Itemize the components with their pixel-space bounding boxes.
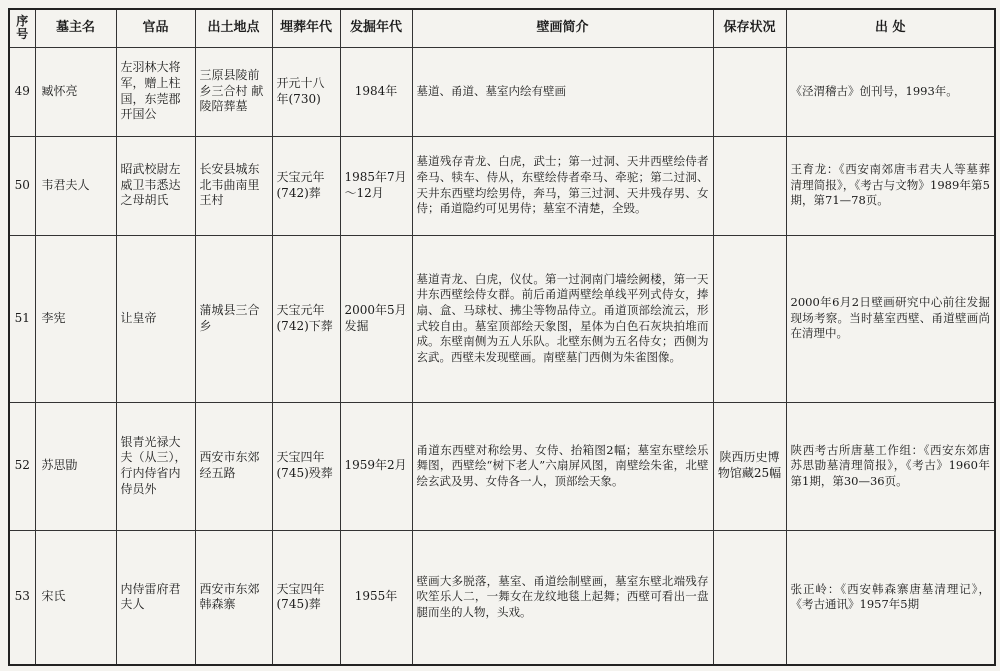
cell-preservation — [713, 530, 786, 665]
cell-rank: 昭武校尉左威卫韦悉达之母胡氏 — [116, 136, 195, 235]
cell-owner: 宋氏 — [35, 530, 116, 665]
cell-seq: 51 — [9, 235, 35, 402]
cell-preservation — [713, 235, 786, 402]
cell-preservation — [713, 136, 786, 235]
cell-seq: 50 — [9, 136, 35, 235]
cell-seq: 49 — [9, 47, 35, 136]
header-row — [9, 9, 995, 47]
cell-owner: 臧怀亮 — [35, 47, 116, 136]
header-excavation-year: 发掘年代 — [340, 9, 412, 47]
header-mural-summary: 壁画简介 — [412, 9, 713, 47]
cell-seq: 52 — [9, 402, 35, 530]
header-excavation-site: 出土地点 — [195, 9, 272, 47]
cell-burial: 天宝元年(742)下葬 — [272, 235, 340, 402]
cell-summary: 墓道残存青龙、白虎，武士；第一过洞、天井西壁绘侍者牵马、犊车、侍从，东壁绘侍者牵马、牵驼；第二过洞、天井东西壁均绘男侍，奔马，第三过洞、天井残存男、女侍；甬道隐约可见男侍；墓室不清楚，全毁。 — [412, 136, 713, 235]
table-row — [9, 530, 995, 665]
cell-excavated: 2000年5月发掘 — [340, 235, 412, 402]
table-row — [9, 47, 995, 136]
cell-rank: 银青光禄大夫（从三），行内侍省内侍员外 — [116, 402, 195, 530]
cell-burial: 开元十八年(730) — [272, 47, 340, 136]
header-burial-year: 埋葬年代 — [272, 9, 340, 47]
header-seq: 序号 — [9, 9, 35, 47]
cell-summary: 墓道、甬道、墓室内绘有壁画 — [412, 47, 713, 136]
cell-owner: 韦君夫人 — [35, 136, 116, 235]
table-row — [9, 136, 995, 235]
cell-burial: 天宝四年(745)葬 — [272, 530, 340, 665]
cell-preservation: 陕西历史博物馆藏25幅 — [713, 402, 786, 530]
cell-rank: 让皇帝 — [116, 235, 195, 402]
header-tomb-owner: 墓主名 — [35, 9, 116, 47]
cell-site: 三原县陵前乡三合村 献陵陪葬墓 — [195, 47, 272, 136]
table-row — [9, 235, 995, 402]
cell-owner: 苏思勖 — [35, 402, 116, 530]
header-official-rank: 官品 — [116, 9, 195, 47]
cell-excavated: 1959年2月 — [340, 402, 412, 530]
cell-seq: 53 — [9, 530, 35, 665]
cell-summary: 甬道东西壁对称绘男、女侍、抬箱图2幅；墓室东壁绘乐舞图，西壁绘“树下老人”六扇屏风图，南壁绘朱雀，北壁绘玄武及男、女侍各一人，顶部绘天象。 — [412, 402, 713, 530]
cell-summary: 墓道青龙、白虎，仪仗。第一过洞南门墙绘阙楼，第一天井东西壁绘侍女群。前后甬道两壁绘单线平列式侍女，捧扇、盒、马球杖、拂尘等物品侍立。甬道顶部绘流云，形式较自由。墓室顶部绘天象图，星体为白色石灰块拍堆而成。东壁南侧为五人乐队。北壁东侧为五名侍女；西侧为玄武。西壁未发现壁画。南壁墓门西侧为朱雀图像。 — [412, 235, 713, 402]
cell-source: 王育龙：《西安南郊唐韦君夫人等墓葬清理简报》，《考古与文物》1989年第5期，第71—78页。 — [786, 136, 995, 235]
header-preservation: 保存状况 — [713, 9, 786, 47]
header-source: 出 处 — [786, 9, 995, 47]
cell-excavated: 1984年 — [340, 47, 412, 136]
cell-excavated: 1985年7月～12月 — [340, 136, 412, 235]
cell-burial: 天宝元年(742)葬 — [272, 136, 340, 235]
cell-site: 蒲城县三合乡 — [195, 235, 272, 402]
cell-site: 西安市东郊韩森寨 — [195, 530, 272, 665]
cell-owner: 李宪 — [35, 235, 116, 402]
cell-source: 2000年6月2日壁画研究中心前往发掘现场考察。当时墓室西壁、甬道壁画尚在清理中。 — [786, 235, 995, 402]
cell-excavated: 1955年 — [340, 530, 412, 665]
cell-preservation — [713, 47, 786, 136]
cell-rank: 左羽林大将军，赠上柱国，东莞郡开国公 — [116, 47, 195, 136]
mural-tomb-table — [8, 8, 996, 666]
cell-rank: 内侍雷府君夫人 — [116, 530, 195, 665]
cell-source: 陕西考古所唐墓工作组：《西安东郊唐苏思勖墓清理简报》，《考古》1960年第1期，第30—36页。 — [786, 402, 995, 530]
cell-burial: 天宝四年(745)殁葬 — [272, 402, 340, 530]
cell-summary: 壁画大多脱落，墓室、甬道绘制壁画，墓室东壁北端残存吹笙乐人二，一舞女在龙纹地毯上起舞；西壁可看出一盘腿而坐的人物，头戏。 — [412, 530, 713, 665]
cell-source: 《泾渭稽古》创刊号，1993年。 — [786, 47, 995, 136]
cell-site: 西安市东郊经五路 — [195, 402, 272, 530]
cell-site: 长安县城东北韦曲南里王村 — [195, 136, 272, 235]
table-row — [9, 402, 995, 530]
cell-source: 张正岭：《西安韩森寨唐墓清理记》，《考古通讯》1957年5期 — [786, 530, 995, 665]
